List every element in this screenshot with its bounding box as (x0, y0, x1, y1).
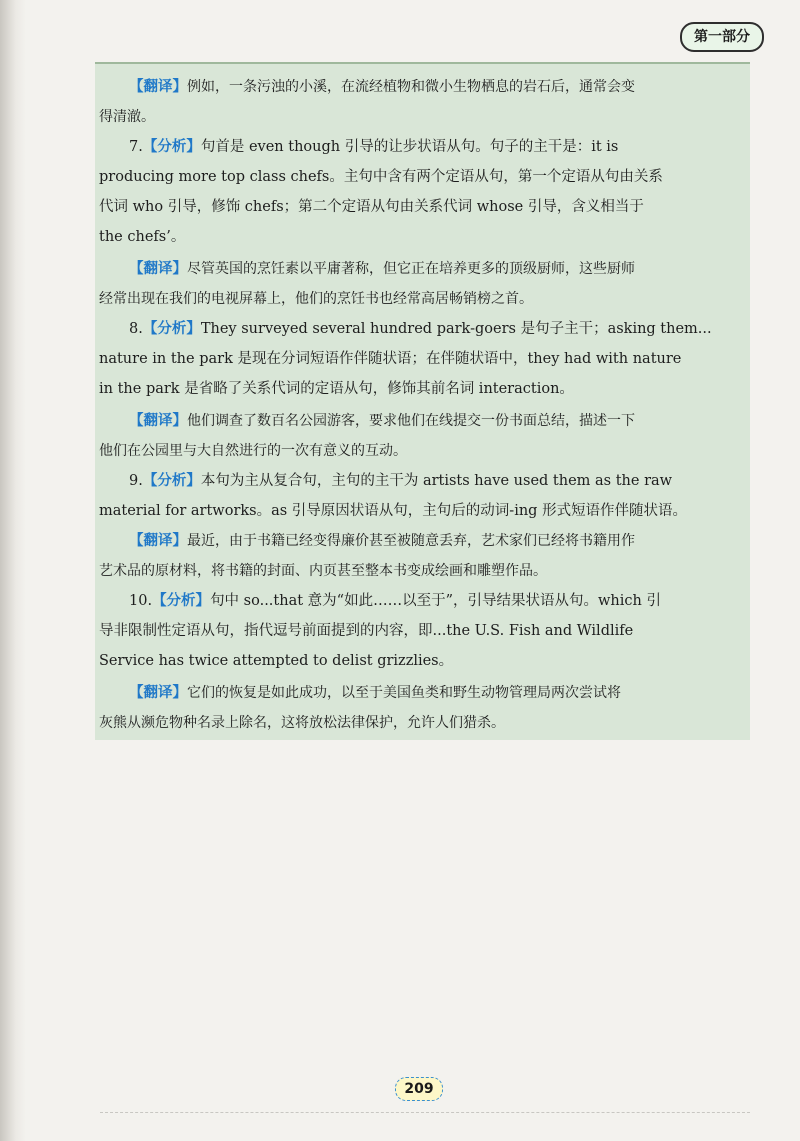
entry-line: 10.【分析】句中 so...that 意为“如此……以至于”，引导结果状语从句。which 引 (129, 593, 661, 609)
entry-line: 【翻译】最近，由于书籍已经变得廉价甚至被随意丢弃，艺术家们已经将书籍用作 (129, 533, 635, 549)
entry-line: Service has twice attempted to delist grizzlies。 (99, 653, 454, 669)
entry-line: in the park 是省略了关系代词的定语从句，修饰其前名词 interaction。 (99, 381, 574, 397)
entry-line: producing more top class chefs。主句中含有两个定语从句，第一个定语从句由关系 (99, 169, 663, 185)
footer-divider (100, 1112, 750, 1113)
entry-line: 经常出现在我们的电视屏幕上，他们的烹饪书也经常高居畅销榜之首。 (99, 291, 533, 307)
translation-tag: 【翻译】 (129, 413, 187, 429)
translation-tag: 【翻译】 (129, 79, 187, 95)
entry-line: 【翻译】他们调查了数百名公园游客，要求他们在线提交一份书面总结，描述一下 (129, 413, 635, 429)
question-number: 7. (129, 139, 143, 155)
analysis-tag: 【分析】 (152, 593, 211, 609)
entry-line: 导非限制性定语从句，指代逗号前面提到的内容，即...the U.S. Fish and Wildlife (99, 623, 634, 639)
entry-line: 9.【分析】本句为主从复合句，主句的主干为 artists have used them as the raw (129, 473, 673, 489)
entry-line: 【翻译】它们的恢复是如此成功，以至于美国鱼类和野生动物管理局两次尝试将 (129, 685, 621, 701)
answer-panel (95, 62, 750, 740)
question-number: 9. (129, 473, 143, 489)
question-number: 8. (129, 321, 143, 337)
page-binding-edge (0, 0, 26, 1141)
entry-line: material for artworks。as 引导原因状语从句，主句后的动词-ing 形式短语作伴随状语。 (99, 503, 688, 519)
page-number: 209 (395, 1077, 443, 1101)
translation-tag: 【翻译】 (129, 685, 187, 701)
entry-line: the chefs’。 (99, 229, 186, 245)
analysis-tag: 【分析】 (142, 321, 201, 337)
entry-line: 他们在公园里与大自然进行的一次有意义的互动。 (99, 443, 407, 459)
section-badge: 第一部分 (680, 22, 764, 52)
entry-line: 代词 who 引导，修饰 chefs；第二个定语从句由关系代词 whose 引导，含义相当于 (99, 199, 644, 215)
question-number: 10. (129, 593, 153, 609)
analysis-tag: 【分析】 (142, 139, 201, 155)
translation-tag: 【翻译】 (129, 533, 187, 549)
translation-tag: 【翻译】 (129, 261, 187, 277)
entry-line: 【翻译】例如，一条污浊的小溪，在流经植物和微小生物栖息的岩石后，通常会变 (129, 79, 635, 95)
entry-line: 8.【分析】They surveyed several hundred park-goers 是句子主干；asking them... (129, 321, 712, 337)
analysis-tag: 【分析】 (142, 473, 201, 489)
entry-line: 灰熊从濒危物种名录上除名，这将放松法律保护，允许人们猎杀。 (99, 715, 505, 731)
entry-line: 7.【分析】句首是 even though 引导的让步状语从句。句子的主干是：it is (129, 139, 619, 155)
entry-line: 艺术品的原材料，将书籍的封面、内页甚至整本书变成绘画和雕塑作品。 (99, 563, 547, 579)
entry-line: 得清澈。 (99, 109, 155, 125)
entry-line: 【翻译】尽管英国的烹饪素以平庸著称，但它正在培养更多的顶级厨师，这些厨师 (129, 261, 635, 277)
entry-line: nature in the park 是现在分词短语作伴随状语；在伴随状语中，they had with nature (99, 351, 682, 367)
